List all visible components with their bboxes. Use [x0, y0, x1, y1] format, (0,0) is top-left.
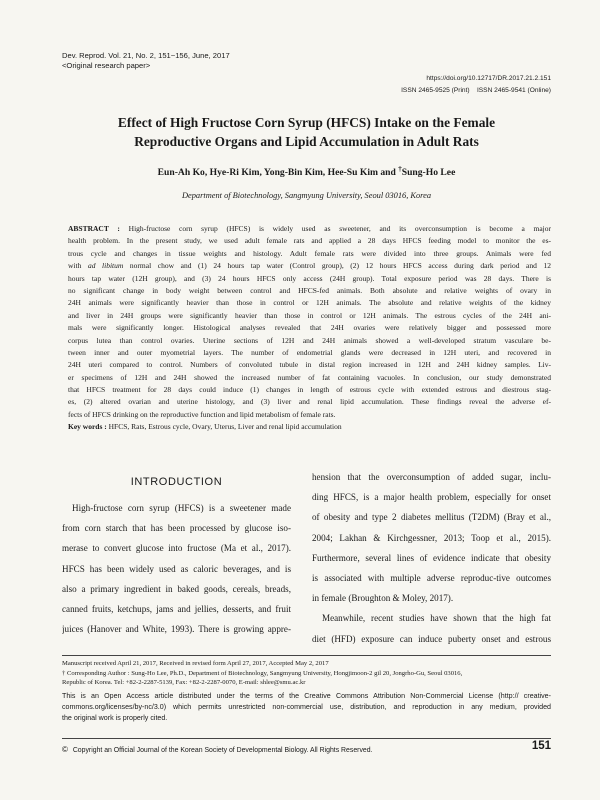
abstract-line: no significant change in body weight between control and HFCS-fed animals. Both absolute and relative weights of ovary in — [68, 285, 551, 295]
abstract-line: and liver in 24H groups were significantly heavier than those in control or 12H animals. The estrous cycles of the 24H ani- — [68, 310, 551, 320]
body-line: of obesity and type 2 diabetes mellitus (T2DM) (Bray et al., — [312, 512, 551, 523]
abstract-line: es, (2) altered ovarian and uterine histology, and (3) liver and renal lipid accumulation. These findings reveal the adverse ef- — [68, 397, 551, 407]
footnotes — [62, 659, 551, 688]
abstract-line: hours tap water (12H group), and (3) 24 hours HFCS only access (24H group). Total exposure period was 28 days. There is — [68, 273, 551, 283]
abstract-line: that HFCS treatment for 28 days could induce (1) changes in length of estrous cycle with extended estrous and diestrous stag- — [68, 385, 551, 395]
abstract-line: 24H uteri compared to control. Numbers of convoluted tubule in distal region increased in 12H and 24H kidney samples. Liv- — [68, 360, 551, 370]
journal-citation: Dev. Reprod. Vol. 21, No. 2, 151~156, June, 2017 — [62, 51, 230, 60]
body-line: merase to convert glucose into fructose (Ma et al., 2017). — [62, 543, 291, 554]
body-column-left — [62, 470, 291, 639]
abstract-line: with ad libitum normal chow and (1) 24 hours tap water (Control group), (2) 12 hours HFCS access during dark period and 12 — [68, 261, 551, 271]
license-line: commons.org/licenses/by-nc/3.0) which permits unrestricted non-commercial use, distribution, and reproduction in any medium, provided — [62, 703, 551, 712]
body-line: Furthermore, several lines of evidence indicate that obesity — [312, 552, 551, 563]
body-line: from corn starch that has been processed by glucose iso- — [62, 523, 291, 534]
corresponding-author: Sung-Ho Lee — [401, 167, 456, 179]
abstract-line: trous cycle and changes in tissue weights and histology. Adult female rats were divided into three groups. Animals were fed — [68, 248, 551, 258]
abstract-line: tween inner and outer myometrial layers. The number of endometrial glands were decreased in 12H uteri, and recovered in — [68, 347, 551, 357]
abstract-line: health problem. In the present study, we used adult female rats and applied a 28 days HFCS feeding model to monitor the es- — [68, 236, 551, 246]
author-list — [62, 165, 551, 178]
journal-header — [62, 51, 230, 71]
license-line: This is an Open Access article distributed under the terms of the Creative Commons Attribution Non-Commercial License (http:// creative- — [62, 692, 551, 700]
affiliation: Department of Biotechnology, Sangmyung University, Seoul 03016, Korea — [181, 191, 432, 200]
author-names: Eun-Ah Ko, Hye-Ri Kim, Yong-Bin Kim, Hee-Su Kim and — [157, 167, 399, 179]
body-line: diet (HFD) exposure can induce puberty onset and estrous — [312, 633, 551, 644]
issn: ISSN 2465-9525 (Print) ISSN 2465-9541 (Online) — [401, 87, 551, 94]
article-type: <Original research paper> — [62, 61, 151, 70]
body-line: HFCS has been widely used as caloric beverages, and is — [62, 563, 291, 574]
body-line: Meanwhile, recent studies have shown that the high fat — [322, 613, 551, 624]
abstract-line: ABSTRACT : High-fructose corn syrup (HFCS) is widely used as sweetener, and its overconsumption is become a major — [68, 224, 551, 233]
body-column-right — [312, 467, 551, 649]
body-line: 2004; Lakhan & Kirchgessner, 2013; Toop et al., 2015). — [312, 532, 551, 543]
dagger-mark: † — [398, 165, 402, 173]
abstract-label: ABSTRACT : — [68, 224, 120, 233]
manuscript-dates: Manuscript received April 21, 2017, Received in revised form April 27, 2017, Accepted May 2, 2017 — [62, 660, 329, 667]
body-line: canned fruits, ketchups, jams and jellies, desserts, and fruit — [62, 603, 291, 614]
corresponding-info: † Corresponding Author : Sung-Ho Lee, Ph.D., Department of Biotechnology, Sangmyung University, Hongjimoon-2 gil 20, Jongrho-Gu, Seoul 03016, — [62, 669, 463, 677]
title-line-2: Reproductive Organs and Lipid Accumulation in Adult Rats — [134, 134, 479, 149]
body-line: is associated with multiple adverse reproduc-tive outcomes — [312, 572, 551, 583]
abstract-line: er specimens of 12H and 24H showed the increased number of fat containing vacuoles. In conclusion, our study demonstrated — [68, 372, 551, 382]
title-line-1: Effect of High Fructose Corn Syrup (HFCS) Intake on the Female — [117, 115, 496, 130]
copyright-notice: © Copyright an Official Journal of the Korean Society of Developmental Biology. All Rights Reserved. — [62, 745, 373, 754]
copyright-icon: © — [62, 745, 68, 754]
corresponding-contact: Republic of Korea. Tel: +82-2-2287-5139, Fax: +82-2-2287-0070, E-mail: shlee@smu.ac.kr — [62, 679, 306, 687]
abstract-line: 24H animals were significantly heavier than those in control or 12H animals. The absolute and relative weights of the kidney — [68, 298, 551, 308]
abstract-line: corpus lutea than control ovaries. Uterine sections of 12H and 24H animals showed a well-developed stratum vasculare be- — [68, 335, 551, 345]
body-line: also a primary ingredient in baked goods, cereals, breads, — [62, 583, 291, 594]
abstract-line: fects of HFCS drinking on the reproductive function and lipid metabolism of female rats. — [68, 409, 336, 419]
body-line: hension that the overconsumption of added sugar, inclu- — [312, 472, 551, 482]
keywords-label: Key words : — [68, 422, 107, 432]
page-number: 151 — [531, 740, 551, 752]
body-line: High-fructose corn syrup (HFCS) is a sweetener made — [72, 503, 291, 513]
footnote-divider — [62, 655, 551, 656]
section-heading-introduction: INTRODUCTION — [130, 476, 223, 488]
abstract-line: mals were significantly longer. Histological analyses revealed that 24H ovaries were relatively bigger and possessed more — [68, 323, 551, 333]
license-notice — [62, 691, 551, 725]
article-identifiers — [401, 73, 551, 97]
doi-link[interactable]: https://doi.org/10.12717/DR.2017.21.2.151 — [426, 75, 551, 82]
abstract — [68, 223, 551, 434]
keywords: Key words : HFCS, Rats, Estrous cycle, Ovary, Uterus, Liver and renal lipid accumulation — [68, 422, 342, 432]
body-line: in female (Broughton & Moley, 2017). — [312, 593, 454, 604]
body-line: ding HFCS, is a major health problem, especially for onset — [312, 492, 551, 503]
bottom-divider — [62, 738, 551, 739]
ad-libitum: ad libitum — [87, 261, 124, 271]
paper-title — [62, 113, 551, 151]
body-line: juices (Hanover and White, 1993). There is growing appre- — [62, 624, 291, 635]
license-line: the original work is properly cited. — [62, 714, 168, 723]
